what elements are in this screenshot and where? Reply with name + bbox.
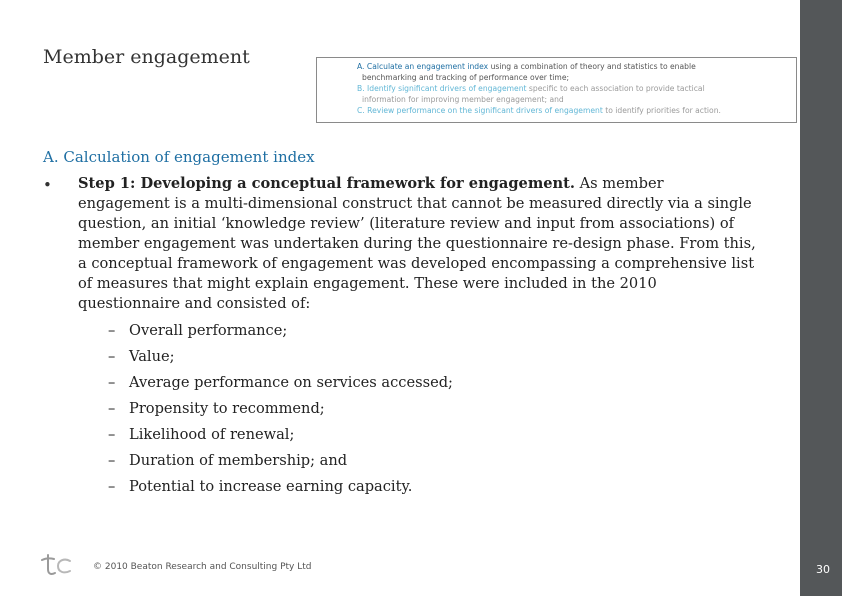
step-1-text: As member engagement is a multi-dimensional construct that cannot be measured directly via a single question, an initial ‘knowledge review’ (literature review and input from associations) of member engagement was undertaken during the questionnaire re-design phase. From this, a conceptual framework of engagement was developed encompassing a comprehensive list of measures that might explain engagement. These were included in the 2010 questionnaire and consisted of: [78,175,756,312]
bullet-marker: • [43,176,52,194]
copyright-notice: © 2010 Beaton Research and Consulting Pty Ltd [93,562,312,572]
list-item-text: Duration of membership; and [129,452,348,469]
list-item [108,370,453,396]
list-item-text: Likelihood of renewal; [129,426,295,443]
list-item [108,422,453,448]
list-item [108,448,453,474]
objective-a [357,61,790,72]
objective-a-highlight: A. Calculate an engagement index [357,62,489,71]
objective-b-highlight: B. Identify significant drivers of engagement [357,84,527,93]
dash-marker: – [108,374,116,391]
objective-c [357,105,790,116]
dash-marker: – [108,426,116,443]
tc-logo-icon [40,553,72,583]
objective-a-continued: benchmarking and tracking of performance over time; [362,73,570,82]
dash-marker: – [108,478,116,495]
objective-b-continued: information for improving member engagement; and [362,95,564,104]
section-heading: A. Calculation of engagement index [43,148,315,166]
list-item [108,318,453,344]
dash-marker: – [108,452,116,469]
list-item-text: Overall performance; [129,322,288,339]
objectives-box [316,57,797,123]
list-item [108,474,453,500]
dash-marker: – [108,348,116,365]
list-item-text: Propensity to recommend; [129,400,325,417]
list-item-text: Average performance on services accessed; [129,374,453,391]
list-item-text: Potential to increase earning capacity. [129,478,413,495]
objective-c-highlight: C. Review performance on the significant drivers of engagement [357,106,603,115]
step-1-paragraph [78,174,758,314]
dash-marker: – [108,322,116,339]
objective-c-text: to identify priorities for action. [602,106,721,115]
page-number: 30 [816,563,830,576]
slide-title: Member engagement [43,46,250,68]
objective-a-text: using a combination of theory and statistics to enable [488,62,696,71]
engagement-measures-list [108,318,453,500]
list-item [108,396,453,422]
objective-b [357,83,790,94]
objective-b-text: specific to each association to provide tactical [526,84,705,93]
step-1-title: Step 1: Developing a conceptual framework for engagement. [78,175,575,192]
right-sidebar [800,0,842,596]
list-item [108,344,453,370]
list-item-text: Value; [129,348,175,365]
dash-marker: – [108,400,116,417]
